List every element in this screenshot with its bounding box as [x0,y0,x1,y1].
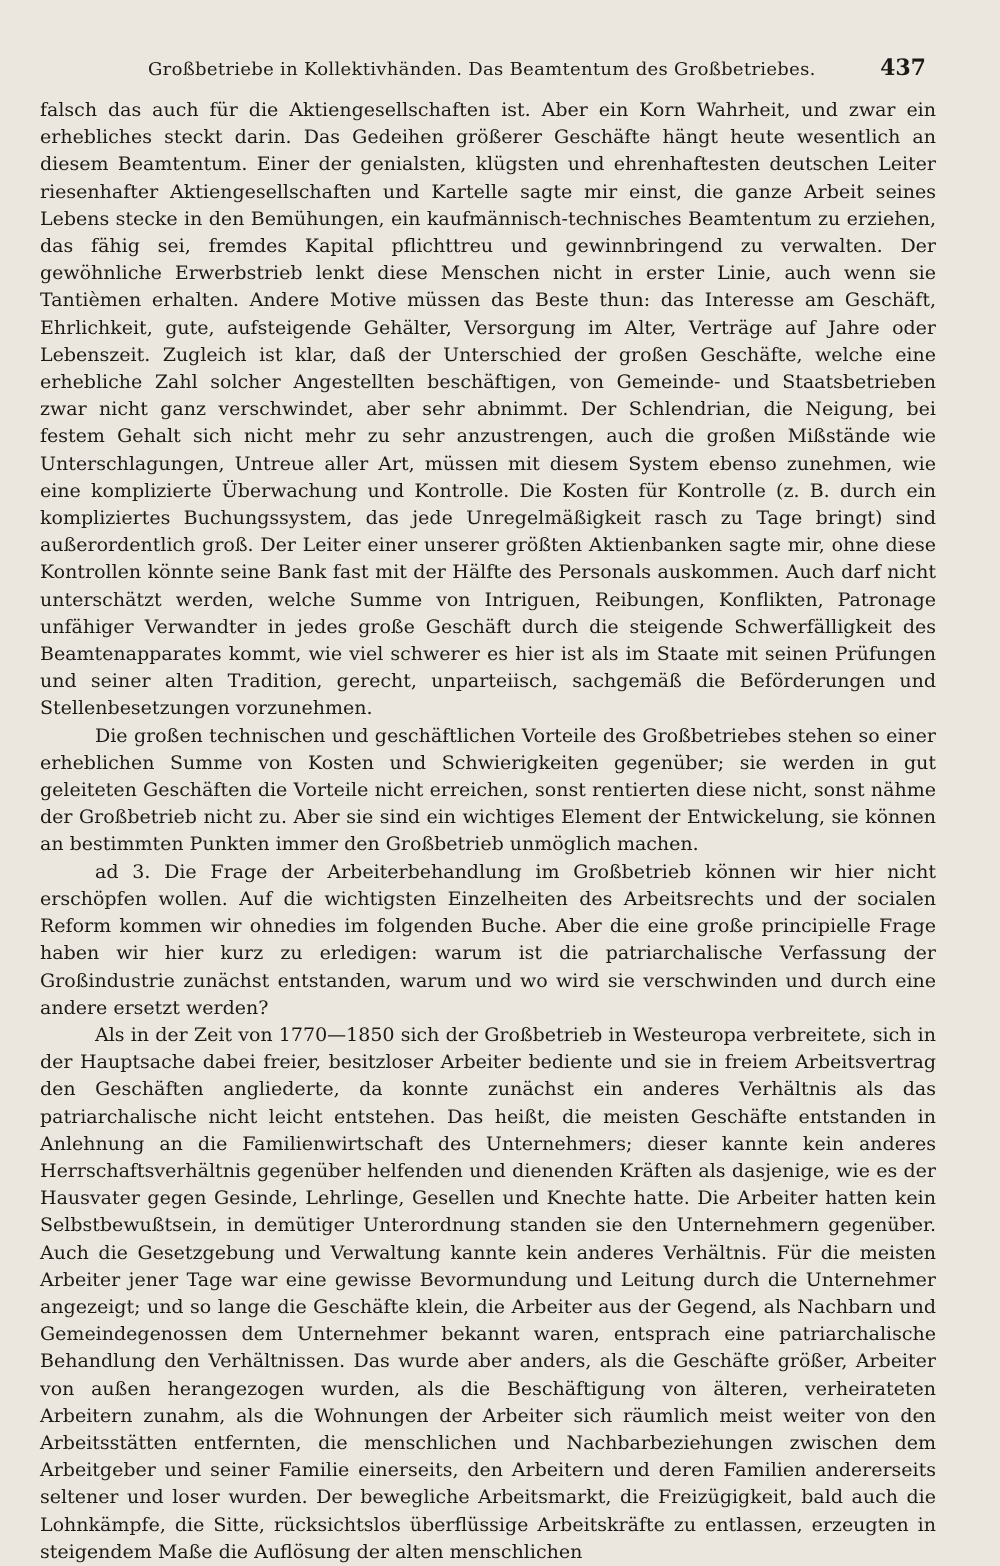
running-title: Großbetriebe in Kollektivhänden. Das Beamtentum des Großbetriebes. [148,59,816,80]
paragraph: ad 3. Die Frage der Arbeiterbehandlung im Großbetrieb können wir hier nicht erschöpfen wollen. Auf die wichtigsten Einzelheiten des Arbeitsrechts und der socialen Reform kommen wir ohnedies im folgenden Buche. Aber die eine große principielle Frage haben wir hier kurz zu erledigen: warum ist die patriarchalische Verfassung der Großindustrie zunächst entstanden, warum und wo wird sie verschwinden und durch eine andere ersetzt werden? [40,860,936,1019]
paragraph: Die großen technischen und geschäftlichen Vorteile des Großbetriebes stehen so einer erheblichen Summe von Kosten und Schwierigkeiten gegenüber; sie werden in gut geleiteten Geschäften die Vorteile nicht erreichen, sonst rentierten diese nicht, sonst nähme der Großbetrieb nicht zu. Aber sie sind ein wichtiges Element der Entwickelung, sie können an bestimmten Punkten immer den Großbetrieb unmöglich machen. [40,724,936,856]
running-head [40,55,936,97]
body-text [40,97,936,1566]
paragraph: falsch das auch für die Aktiengesellschaften ist. Aber ein Korn Wahrheit, und zwar ein erhebliches steckt darin. Das Gedeihen größerer Geschäfte hängt heute wesentlich an diesem Beamtentum. Einer der genialsten, klügsten und ehrenhaftesten deutschen Leiter riesenhafter Aktiengesellschaften und Kartelle sagte mir einst, die ganze Arbeit seines Lebens stecke in den Bemühungen, ein kaufmännisch-technisches Beamtentum zu erziehen, das fähig sei, fremdes Kapital pflichttreu und gewinnbringend zu verwalten. Der gewöhnliche Erwerbstrieb lenkt diese Menschen nicht in erster Linie, auch wenn sie Tantièmen erhalten. Andere Motive müssen das Beste thun: das Interesse am Geschäft, Ehrlichkeit, gute, aufsteigende Gehälter, Versorgung im Alter, Verträge auf Jahre oder Lebenszeit. Zugleich ist klar, daß der Unterschied der großen Geschäfte, welche eine erhebliche Zahl solcher Angestellten beschäftigen, von Gemeinde- und Staatsbetrieben zwar nicht ganz verschwindet, aber sehr abnimmt. Der Schlendrian, die Neigung, bei festem Gehalt sich nicht mehr zu sehr anzustrengen, auch die großen Mißstände wie Unterschlagungen, Untreue aller Art, müssen mit diesem System ebenso zunehmen, wie eine komplizierte Überwachung und Kontrolle. Die Kosten für Kontrolle (z. B. durch ein kompliziertes Buchungssystem, das jede Unregelmäßigkeit rasch zu Tage bringt) sind außerordentlich groß. Der Leiter einer unserer größten Aktienbanken sagte mir, ohne diese Kontrollen könnte seine Bank fast mit der Hälfte des Personals auskommen. Auch darf nicht unterschätzt werden, welche Summe von Intriguen, Reibungen, Konflikten, Patronage unfähiger Verwandter in jedes große Geschäft durch die steigende Schwerfälligkeit des Beamtenapparates kommt, wie viel schwerer es hier ist als im Staate mit seinen Prüfungen und seiner alten Tradition, gerecht, unparteiisch, sachgemäß die Beförderungen und Stellenbesetzungen vorzunehmen. [40,99,936,720]
page-number: 437 [880,55,926,81]
paragraph: Als in der Zeit von 1770—1850 sich der Großbetrieb in Westeuropa verbreitete, sich in der Hauptsache dabei freier, besitzloser Arbeiter bediente und sie in freiem Arbeitsvertrag den Geschäften angliederte, da konnte zunächst ein anderes Verhältnis als das patriarchalische nicht leicht entstehen. Das heißt, die meisten Geschäfte entstanden in Anlehnung an die Familienwirtschaft des Unternehmers; dieser kannte kein anderes Herrschaftsverhältnis gegenüber helfenden und dienenden Kräften als dasjenige, wie es der Hausvater gegen Gesinde, Lehrlinge, Gesellen und Knechte hatte. Die Arbeiter hatten kein Selbstbewußtsein, in demütiger Unterordnung standen sie den Unternehmern gegenüber. Auch die Gesetzgebung und Verwaltung kannte kein anderes Verhältnis. Für die meisten Arbeiter jener Tage war eine gewisse Bevormundung und Leitung durch die Unternehmer angezeigt; und so lange die Geschäfte klein, die Arbeiter aus der Gegend, als Nachbarn und Gemeindegenossen dem Unternehmer bekannt waren, entsprach eine patriarchalische Behandlung den Verhältnissen. Das wurde aber anders, als die Geschäfte größer, Arbeiter von außen herangezogen wurden, als die Beschäftigung von älteren, verheirateten Arbeitern zunahm, als die Wohnungen der Arbeiter sich räumlich meist weiter von den Arbeitsstätten entfernten, die menschlichen und Nachbarbeziehungen zwischen dem Arbeitgeber und seiner Familie einerseits, den Arbeitern und deren Familien andererseits seltener und loser wurden. Der bewegliche Arbeitsmarkt, die Freizügigkeit, bald auch die Lohnkämpfe, die Sitte, rücksichtslos überflüssige Arbeitskräfte zu entlassen, erzeugten in steigendem Maße die Auflösung der alten menschlichen [40,1023,936,1563]
